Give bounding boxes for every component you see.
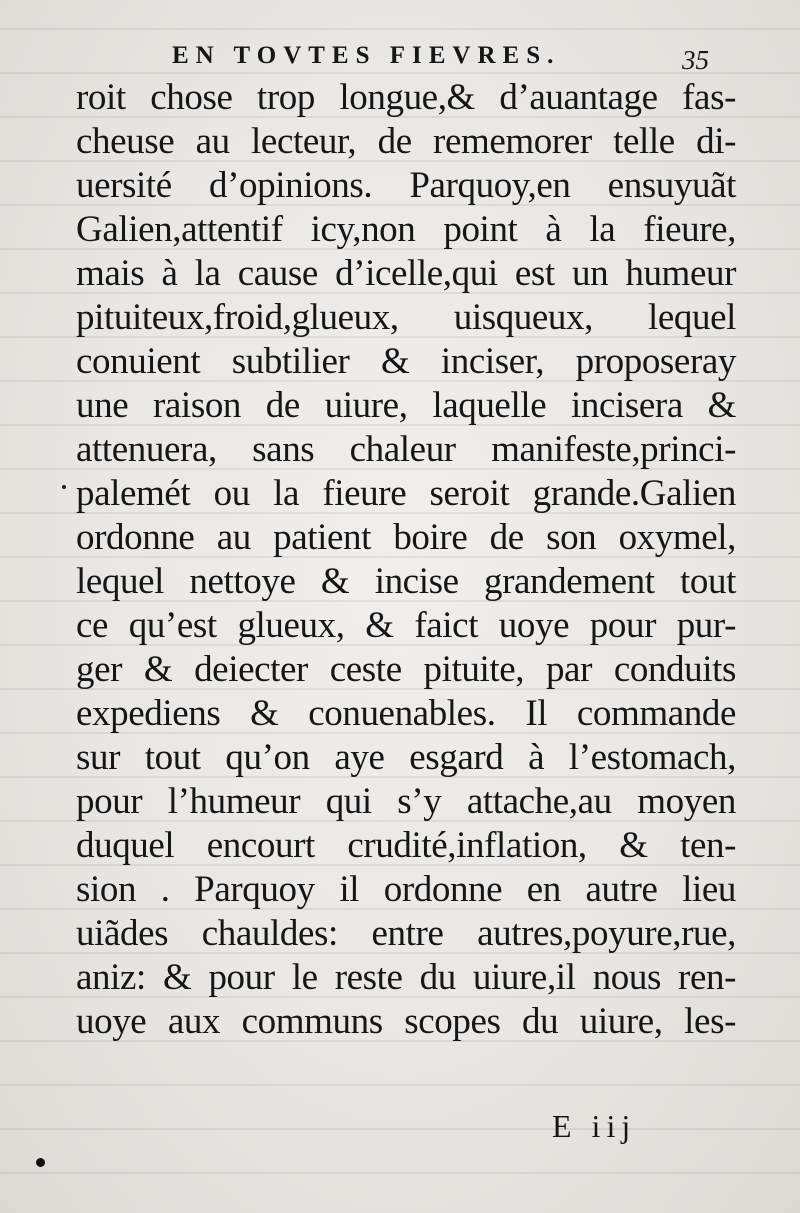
running-head bbox=[0, 36, 800, 76]
text-line: aniz: & pour le reste du uiure,il nous ren- bbox=[76, 957, 736, 998]
text-line: sur tout qu’on aye esgard à l’estomach, bbox=[76, 737, 736, 778]
text-line: Galien,attentif icy,non point à la fieure, bbox=[76, 209, 736, 250]
running-title: EN TOVTES FIEVRES. bbox=[172, 42, 561, 69]
text-line: pour l’humeur qui s’y attache,au moyen bbox=[76, 781, 736, 822]
ink-speck bbox=[62, 485, 66, 489]
text-line: duquel encourt crudité,inflation, & ten- bbox=[76, 825, 736, 866]
text-line: uersité d’opinions. Parquoy,en ensuyuãt bbox=[76, 165, 736, 206]
text-line: lequel nettoye & incise grandement tout bbox=[76, 561, 736, 602]
text-line: uiãdes chauldes: entre autres,poyure,rue, bbox=[76, 913, 736, 954]
body-text bbox=[76, 76, 736, 1044]
text-line: ordonne au patient boire de son oxymel, bbox=[76, 517, 736, 558]
text-line: cheuse au lecteur, de rememorer telle di- bbox=[76, 121, 736, 162]
text-line: attenuera, sans chaleur manifeste,princi- bbox=[76, 429, 736, 470]
text-line: ce qu’est glueux, & faict uoye pour pur- bbox=[76, 605, 736, 646]
signature-mark: E iij bbox=[552, 1108, 637, 1144]
page-number: 35 bbox=[682, 45, 709, 75]
text-line: palemét ou la fieure seroit grande.Galien bbox=[76, 473, 736, 514]
text-line: uoye aux communs scopes du uiure, les- bbox=[76, 1001, 736, 1042]
text-line: mais à la cause d’icelle,qui est un humeur bbox=[76, 253, 736, 294]
text-line: sion . Parquoy il ordonne en autre lieu bbox=[76, 869, 736, 910]
ink-speck bbox=[36, 1158, 45, 1167]
text-line: ger & deiecter ceste pituite, par conduits bbox=[76, 649, 736, 690]
text-line: expediens & conuenables. Il commande bbox=[76, 693, 736, 734]
text-line: roit chose trop longue,& d’auantage fas- bbox=[76, 77, 736, 118]
text-line: une raison de uiure, laquelle incisera & bbox=[76, 385, 736, 426]
text-line: pituiteux,froid,glueux, uisqueux, lequel bbox=[76, 297, 736, 338]
text-line: conuient subtilier & inciser, proposeray bbox=[76, 341, 736, 382]
